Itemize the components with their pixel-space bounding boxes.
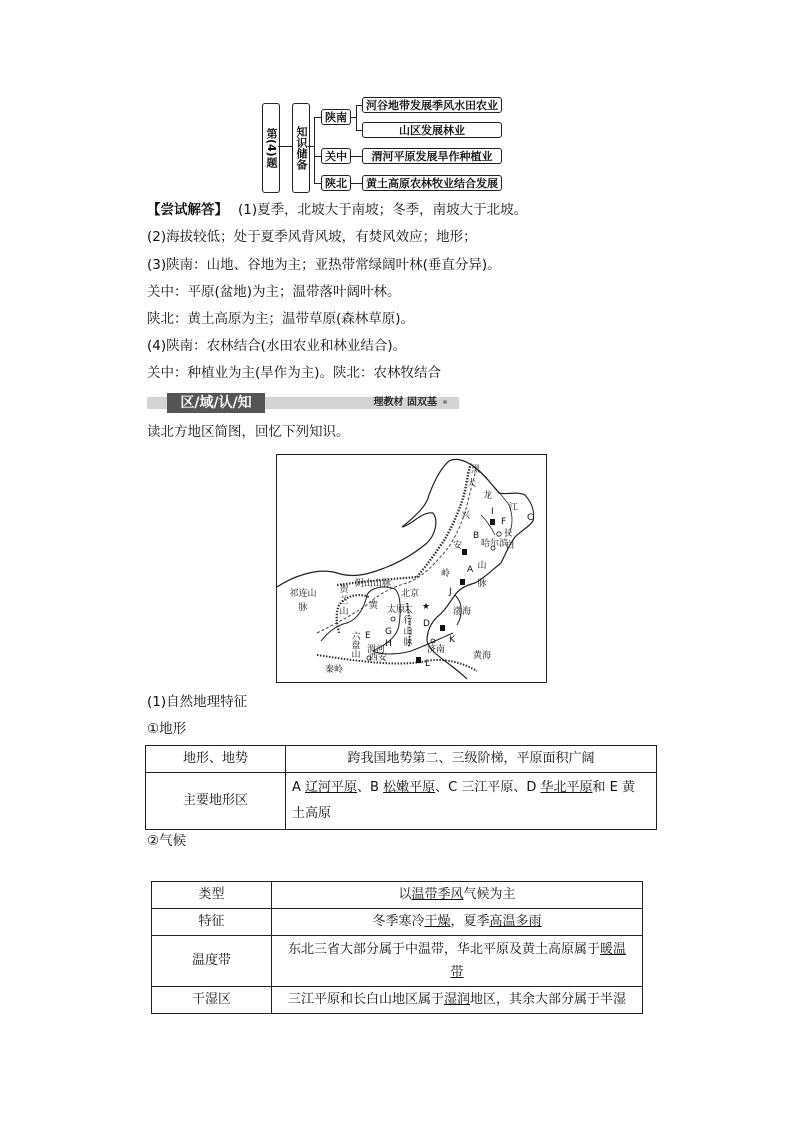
map-label: J: [449, 587, 452, 597]
map-label: 渭河: [367, 645, 386, 655]
item-label: 河谷地带发展季风水田农业: [366, 99, 498, 112]
map-label: G: [385, 627, 392, 637]
text: 三江平原和长白山地区属于: [287, 992, 444, 1007]
map-label: 兴: [461, 511, 471, 521]
text: 东北三省大部分属于中温带，华北平原及黄土高原属于: [287, 942, 600, 957]
region-label: 关中: [325, 150, 347, 163]
map-label: 岭: [441, 569, 451, 579]
map-label: 西安: [369, 653, 388, 663]
blank-answer: 干燥: [424, 914, 451, 929]
map-label: 祁连山脉: [289, 589, 317, 613]
answer-line-7: 关中：种植业为主(旱作为主)。陕北：农林牧结合: [147, 365, 442, 381]
item-box: [362, 122, 502, 138]
diagram-root: [262, 103, 280, 193]
map-label: 济南: [427, 645, 446, 655]
map-label: 秦岭: [325, 665, 344, 675]
banner-subtitle: 理教材 固双基: [373, 397, 437, 408]
row-label: 干湿区: [152, 987, 272, 1014]
text: 、B: [357, 780, 384, 795]
map-label: 六盘山: [351, 632, 361, 660]
map-label: 北京: [401, 589, 420, 599]
blank-answer: 华北平原: [540, 780, 593, 795]
diagram-mid-label: 知识储备: [295, 126, 308, 170]
map-label: 渤海: [453, 607, 472, 617]
blank-answer: 松嫩平原: [383, 780, 436, 795]
text: 土高原: [292, 806, 332, 821]
map-label: 江: [509, 503, 519, 513]
map-label: F: [501, 517, 507, 527]
diagram-mid: [292, 103, 310, 193]
blank-answer: 湿润: [443, 992, 470, 1007]
map-label: 贺兰山: [339, 585, 349, 617]
blank-answer: 温带季风: [411, 887, 464, 902]
region-shaanbei: [321, 175, 351, 191]
svg-text:★: ★: [422, 602, 431, 612]
blank-answer: 带: [450, 965, 464, 980]
map-label: D: [423, 619, 430, 629]
blank-answer: 多雨: [515, 914, 542, 929]
text: 以: [398, 887, 412, 902]
table-row: [146, 773, 657, 830]
banner-dot: [443, 400, 447, 404]
blank-answer: 高温: [489, 914, 516, 929]
row-value: [272, 909, 643, 936]
connector: [314, 117, 321, 118]
row-label: 主要地形区: [146, 773, 286, 830]
blank-answer: 辽河平原: [305, 780, 358, 795]
connector: [351, 183, 362, 184]
row-value: 跨我国地势第二、三级阶梯，平原面积广阔: [286, 746, 657, 773]
map-label: 脉: [477, 579, 487, 589]
answer-line-1: [147, 201, 527, 219]
text: A: [292, 780, 306, 795]
climate-table: [151, 881, 643, 1014]
map-label: L: [425, 659, 431, 669]
north-china-map: [276, 454, 547, 683]
map-label: 山: [477, 561, 487, 571]
map-label: 长: [503, 529, 513, 539]
map-label: 太原: [387, 605, 406, 615]
map-label: 黑: [471, 465, 481, 475]
map-label: I: [491, 507, 494, 517]
table-row: [152, 909, 643, 936]
map-label: 太行山脉: [403, 605, 413, 648]
answer-tag: 【尝试解答】: [147, 202, 228, 218]
map-label: 阴山山脉: [355, 579, 392, 589]
landform-heading: ①地形: [147, 721, 187, 737]
item-label: 山区发展林业: [399, 124, 465, 137]
answer-text: (1)夏季，北坡大于南坡；冬季，南坡大于北坡。: [238, 202, 528, 218]
map-label: 哈尔滨: [481, 539, 509, 549]
map-label: C: [527, 513, 534, 523]
row-value: [272, 882, 643, 909]
item-label: 渭河平原发展旱作种植业: [371, 150, 493, 163]
text: 、C 三江平原、D: [435, 780, 541, 795]
text: 和 E 黄: [592, 780, 635, 795]
table-row: [152, 987, 643, 1014]
connector: [314, 117, 315, 184]
connector: [351, 156, 362, 157]
answer-line-5: 陕北：黄土高原为主；温带草原(森林草原)。: [147, 311, 415, 327]
connector: [314, 183, 321, 184]
map-label: A: [467, 565, 474, 575]
region-guanzhong: [321, 148, 351, 164]
map-label: H: [385, 639, 392, 649]
answer-line-3: (3)陕南：山地、谷地为主；亚热带常绿阔叶林(垂直分异)。: [147, 257, 501, 273]
intro-text: 读北方地区简图，回忆下列知识。: [147, 424, 350, 440]
region-shaannan: [321, 109, 351, 125]
region-label: 陕北: [325, 177, 347, 190]
row-value: [286, 773, 657, 830]
row-label: 温度带: [152, 936, 272, 987]
map-label: B: [473, 531, 480, 541]
text: 地区，其余大部分属于半湿: [470, 992, 627, 1007]
diagram-root-label: 第(4)题: [265, 128, 278, 168]
map-label: 龙: [483, 491, 493, 501]
map-label: 白: [505, 541, 515, 551]
answer-line-6: (4)陕南：农林结合(水田农业和林业结合)。: [147, 338, 407, 354]
item-box: [362, 97, 502, 113]
row-value: [272, 987, 643, 1014]
table-row: [152, 936, 643, 987]
row-label: 地形、地势: [146, 746, 286, 773]
map-label: 大: [467, 479, 477, 489]
item-label: 黄土高原农林牧业结合发展: [366, 177, 498, 190]
landform-table: [145, 745, 657, 830]
climate-heading: ②气候: [147, 833, 187, 849]
map-label: 黄海: [473, 651, 492, 661]
blank-answer: 暖温: [600, 942, 627, 957]
item-box: [362, 148, 502, 164]
text: 冬季寒冷: [372, 914, 425, 929]
row-label: 特征: [152, 909, 272, 936]
section-banner: [147, 393, 459, 413]
item-box: [362, 175, 502, 191]
text: 气候为主: [463, 887, 516, 902]
connector: [314, 156, 321, 157]
answer-line-4: 关中：平原(盆地)为主；温带落叶阔叶林。: [147, 284, 401, 300]
table-row: [146, 746, 657, 773]
connector: [278, 146, 292, 147]
row-label: 类型: [152, 882, 272, 909]
text: ，夏季: [450, 914, 490, 929]
row-value: [272, 936, 643, 987]
banner-title: 区/域/认/知: [167, 393, 265, 413]
table-row: [152, 882, 643, 909]
map-label: E: [365, 631, 371, 641]
map-label: 黄: [369, 601, 379, 611]
answer-line-2: (2)海拔较低；处于夏季风背风坡，有焚风效应；地形；: [147, 229, 477, 245]
map-label: K: [449, 635, 455, 645]
section-heading: (1)自然地理特征: [147, 694, 248, 710]
map-label: 安: [453, 541, 463, 551]
region-label: 陕南: [325, 111, 347, 124]
connector: [356, 105, 357, 130]
